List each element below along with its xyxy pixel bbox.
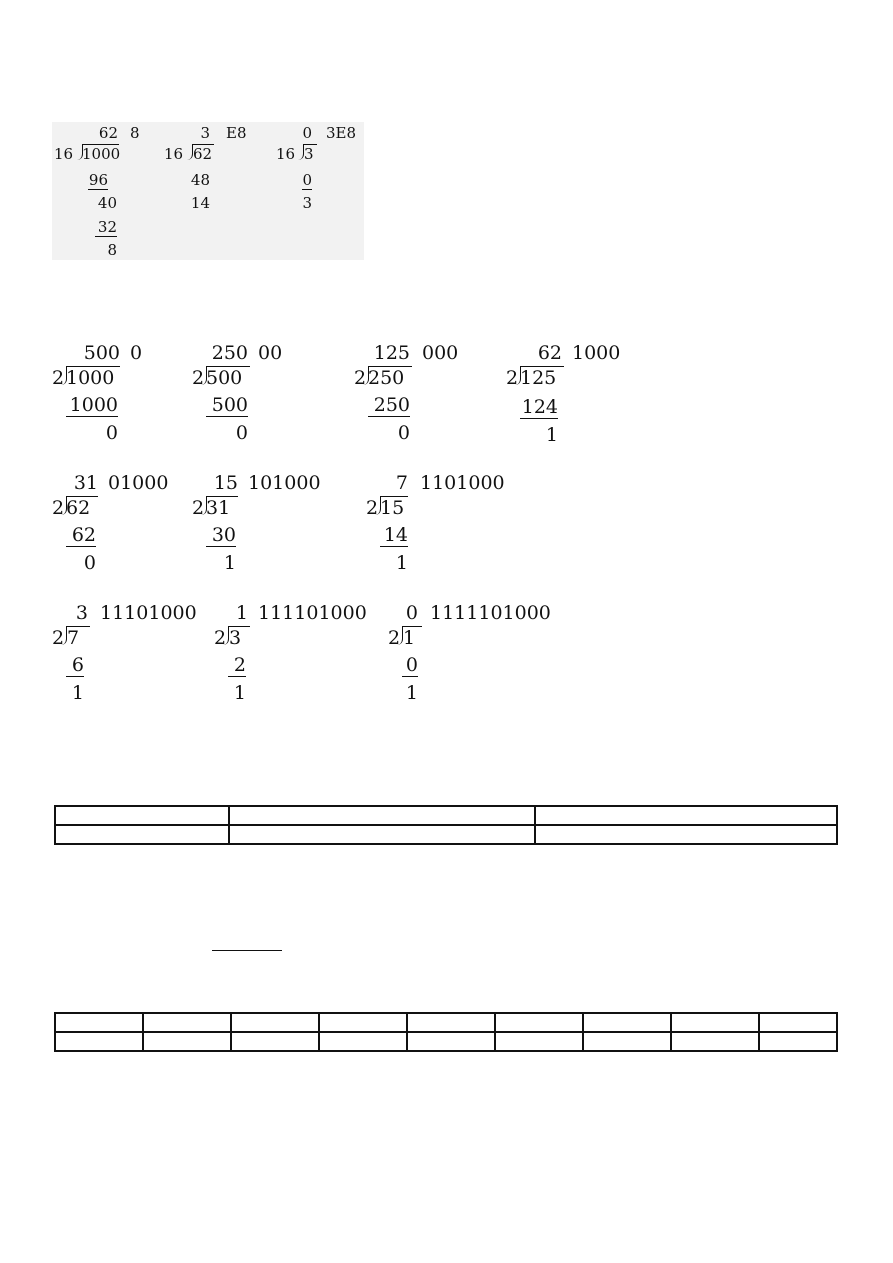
partial-remainder: 40 [97, 194, 117, 212]
bin-division-8 [52, 600, 202, 710]
dividend: 1000 [82, 145, 121, 163]
subtrahend: 0 [402, 656, 418, 677]
subtrahend: 14 [380, 526, 408, 547]
table-cell [55, 806, 229, 825]
divisor: 16 [164, 145, 184, 163]
quotient: 62 [537, 342, 562, 364]
hex-division-2 [164, 122, 274, 212]
remainder: 3 [302, 194, 312, 212]
running-result: 1111101000 [430, 602, 551, 624]
remainder: 8 [107, 241, 117, 259]
subtrahend: 124 [521, 396, 558, 418]
table-cell [55, 1032, 143, 1051]
divisor: 2 [52, 367, 65, 389]
remainder: 0 [105, 422, 118, 444]
divisor: 2 [52, 497, 65, 519]
divisor: 2 [192, 497, 205, 519]
table-cell [229, 806, 535, 825]
quotient: 7 [395, 472, 408, 494]
quotient: 0 [405, 602, 418, 624]
quotient: 250 [211, 342, 248, 364]
bin-division-2 [192, 340, 322, 450]
subtrahend: 1000 [66, 396, 118, 417]
subtrahend-2: 32 [95, 220, 117, 237]
divisor: 2 [214, 627, 227, 649]
subtrahend: 6 [66, 656, 84, 677]
blank-line [212, 950, 282, 951]
running-result: 01000 [108, 472, 169, 494]
table-cell [535, 806, 837, 825]
dividend: 3 [229, 627, 242, 649]
subtrahend: 62 [66, 526, 96, 547]
dividend: 1000 [66, 367, 115, 389]
table-cell [759, 1013, 837, 1032]
table-cell [759, 1032, 837, 1051]
dividend: 31 [206, 497, 231, 519]
dividend: 62 [193, 145, 213, 163]
running-result: 101000 [248, 472, 321, 494]
divisor: 2 [354, 367, 367, 389]
bin-division-6 [192, 470, 332, 580]
quotient: 1 [235, 602, 248, 624]
running-result: 000 [422, 342, 459, 364]
running-result: 1000 [572, 342, 621, 364]
table-cell [231, 1013, 319, 1032]
quotient: 62 [98, 124, 118, 142]
divisor: 2 [52, 627, 65, 649]
remainder: 1 [233, 682, 246, 704]
table-cell [583, 1032, 671, 1051]
running-result: 1101000 [420, 472, 505, 494]
dividend: 15 [380, 497, 405, 519]
table-row [55, 1013, 837, 1032]
table-cell [55, 825, 229, 844]
empty-table-3col [54, 805, 838, 845]
table-cell [319, 1032, 407, 1051]
table-cell [231, 1032, 319, 1051]
divisor: 2 [506, 367, 519, 389]
quotient: 125 [373, 342, 410, 364]
dividend: 3 [304, 145, 314, 163]
dividend: 250 [368, 367, 405, 389]
running-result: E8 [226, 124, 247, 142]
running-result: 0 [130, 342, 143, 364]
remainder: 1 [545, 424, 558, 446]
hex-division-3 [276, 122, 376, 212]
bin-division-7 [366, 470, 506, 580]
table-cell [319, 1013, 407, 1032]
remainder: 0 [235, 422, 248, 444]
subtrahend: 0 [302, 171, 312, 189]
bin-division-9 [214, 600, 374, 710]
division-bracket [186, 144, 193, 160]
table-cell [671, 1032, 759, 1051]
running-result: 8 [130, 124, 140, 142]
bin-division-10 [388, 600, 558, 710]
divisor: 2 [388, 627, 401, 649]
subtrahend: 96 [88, 171, 108, 189]
subtrahend: 48 [190, 171, 210, 189]
quotient: 0 [302, 124, 312, 142]
table-cell [671, 1013, 759, 1032]
quotient: 31 [73, 472, 98, 494]
quotient: 3 [200, 124, 210, 142]
table-cell [55, 1013, 143, 1032]
quotient: 15 [213, 472, 238, 494]
table-cell [535, 825, 837, 844]
running-result: 3E8 [326, 124, 357, 142]
table-cell [495, 1032, 583, 1051]
divisor: 16 [276, 145, 296, 163]
subtrahend: 500 [206, 396, 248, 417]
divisor: 2 [192, 367, 205, 389]
table-cell [495, 1013, 583, 1032]
dividend: 125 [520, 367, 557, 389]
subtrahend: 250 [368, 396, 410, 417]
dividend: 1 [403, 627, 416, 649]
remainder: 1 [71, 682, 84, 704]
running-result: 00 [258, 342, 283, 364]
dividend: 500 [206, 367, 243, 389]
hex-division-1 [52, 122, 162, 262]
table-cell [583, 1013, 671, 1032]
table-cell [407, 1013, 495, 1032]
table-cell [143, 1032, 231, 1051]
remainder: 0 [397, 422, 410, 444]
dividend: 7 [67, 627, 80, 649]
quotient: 500 [83, 342, 120, 364]
running-result: 11101000 [100, 602, 197, 624]
bin-division-1 [52, 340, 182, 450]
empty-table-9col [54, 1012, 838, 1052]
divisor: 2 [366, 497, 379, 519]
remainder: 1 [405, 682, 418, 704]
subtrahend: 30 [206, 526, 236, 547]
running-result: 111101000 [258, 602, 367, 624]
table-cell [407, 1032, 495, 1051]
table-row [55, 825, 837, 844]
remainder: 1 [395, 552, 408, 574]
remainder: 0 [83, 552, 96, 574]
table-cell [143, 1013, 231, 1032]
bin-division-5 [52, 470, 182, 580]
remainder: 1 [223, 552, 236, 574]
bin-division-3 [354, 340, 484, 450]
table-row [55, 1032, 837, 1051]
remainder: 14 [190, 194, 210, 212]
dividend: 62 [66, 497, 91, 519]
subtrahend: 2 [228, 656, 246, 677]
bin-division-4 [506, 340, 636, 450]
divisor: 16 [54, 145, 74, 163]
quotient: 3 [75, 602, 88, 624]
table-cell [229, 825, 535, 844]
table-row [55, 806, 837, 825]
division-bracket [297, 144, 304, 160]
